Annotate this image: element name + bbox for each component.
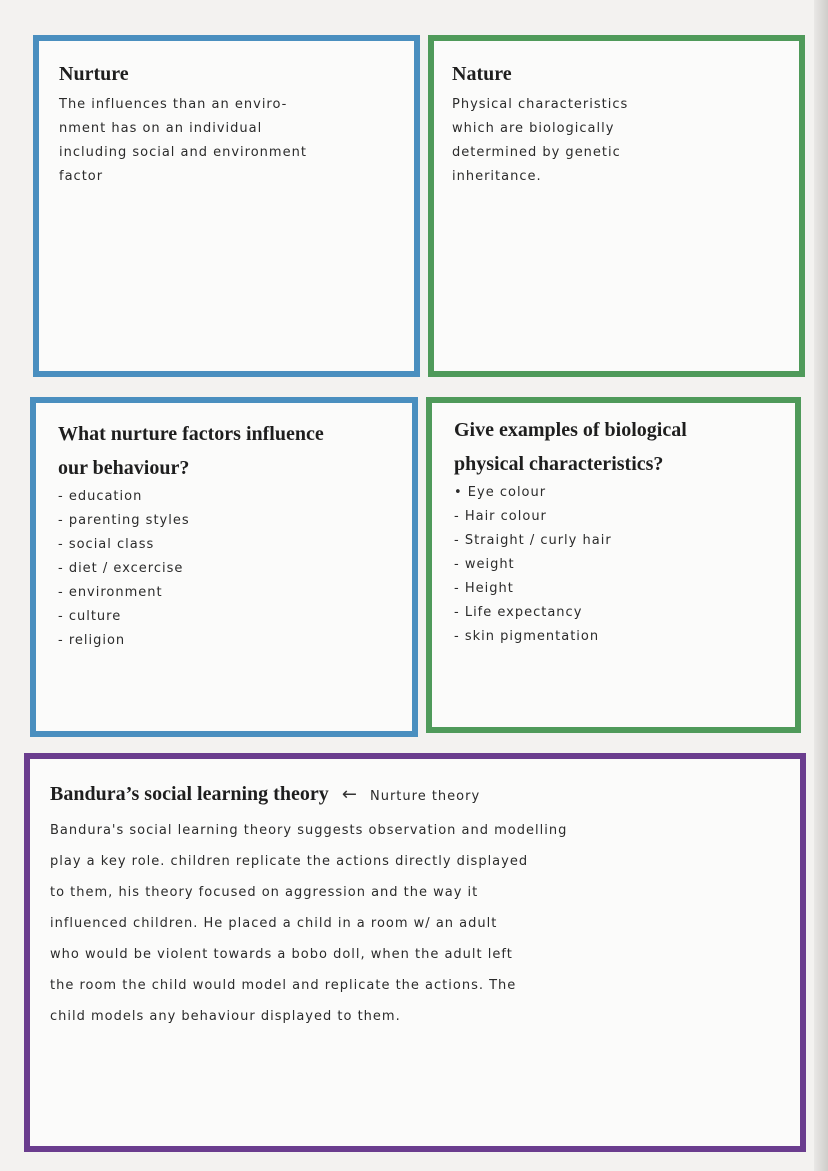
text-line: determined by genetic — [452, 145, 621, 160]
bandura-note: Nurture theory — [370, 789, 481, 804]
bandura-title: Bandura’s social learning theory — [50, 783, 329, 805]
list-item: • Eye colour — [454, 485, 547, 500]
factors-title-line-1: What nurture factors influence — [58, 423, 324, 445]
text-line: to them, his theory focused on aggression and the way it — [50, 885, 479, 900]
bandura-text — [50, 815, 780, 1032]
text-line: including social and environment — [59, 145, 307, 160]
nurture-definition — [59, 93, 394, 189]
nurture-card — [33, 35, 420, 377]
list-item: - diet / excercise — [58, 561, 184, 576]
list-item: - skin pigmentation — [454, 629, 600, 644]
list-item: - weight — [454, 557, 515, 572]
list-item: - Height — [454, 581, 514, 596]
bandura-card — [24, 753, 806, 1152]
text-line: the room the child would model and replicate the actions. The — [50, 978, 517, 993]
text-line: factor — [59, 169, 104, 184]
bandura-heading-row — [50, 777, 780, 811]
text-line: influenced children. He placed a child in a room w/ an adult — [50, 916, 498, 931]
list-item: - Straight / curly hair — [454, 533, 612, 548]
biological-examples-card — [426, 397, 801, 733]
text-line: Physical characteristics — [452, 97, 629, 112]
list-item: - parenting styles — [58, 513, 190, 528]
text-line: which are biologically — [452, 121, 615, 136]
nature-definition — [452, 93, 781, 189]
text-line: inheritance. — [452, 169, 542, 184]
text-line: child models any behaviour displayed to them. — [50, 1009, 401, 1024]
nurture-factors-card — [30, 397, 418, 737]
bio-title-line-1: Give examples of biological — [454, 419, 687, 441]
nature-title: Nature — [452, 63, 512, 85]
text-line: who would be violent towards a bobo doll, when the adult left — [50, 947, 513, 962]
text-line: play a key role. children replicate the actions directly displayed — [50, 854, 529, 869]
text-line: Bandura's social learning theory suggests observation and modelling — [50, 823, 568, 838]
nurture-title: Nurture — [59, 63, 129, 85]
list-item: - religion — [58, 633, 126, 648]
list-item: - Life expectancy — [454, 605, 583, 620]
list-item: - education — [58, 489, 143, 504]
text-line: nment has on an individual — [59, 121, 263, 136]
list-item: - environment — [58, 585, 163, 600]
factors-list — [58, 485, 390, 653]
bio-list — [454, 481, 773, 649]
bio-title-line-2: physical characteristics? — [454, 453, 664, 475]
factors-title-line-2: our behaviour? — [58, 457, 190, 479]
list-item: - Hair colour — [454, 509, 547, 524]
text-line: The influences than an enviro- — [59, 97, 288, 112]
page-edge — [814, 0, 828, 1171]
list-item: - social class — [58, 537, 155, 552]
nature-card — [428, 35, 805, 377]
arrow-left-icon: ← — [341, 784, 357, 805]
list-item: - culture — [58, 609, 122, 624]
